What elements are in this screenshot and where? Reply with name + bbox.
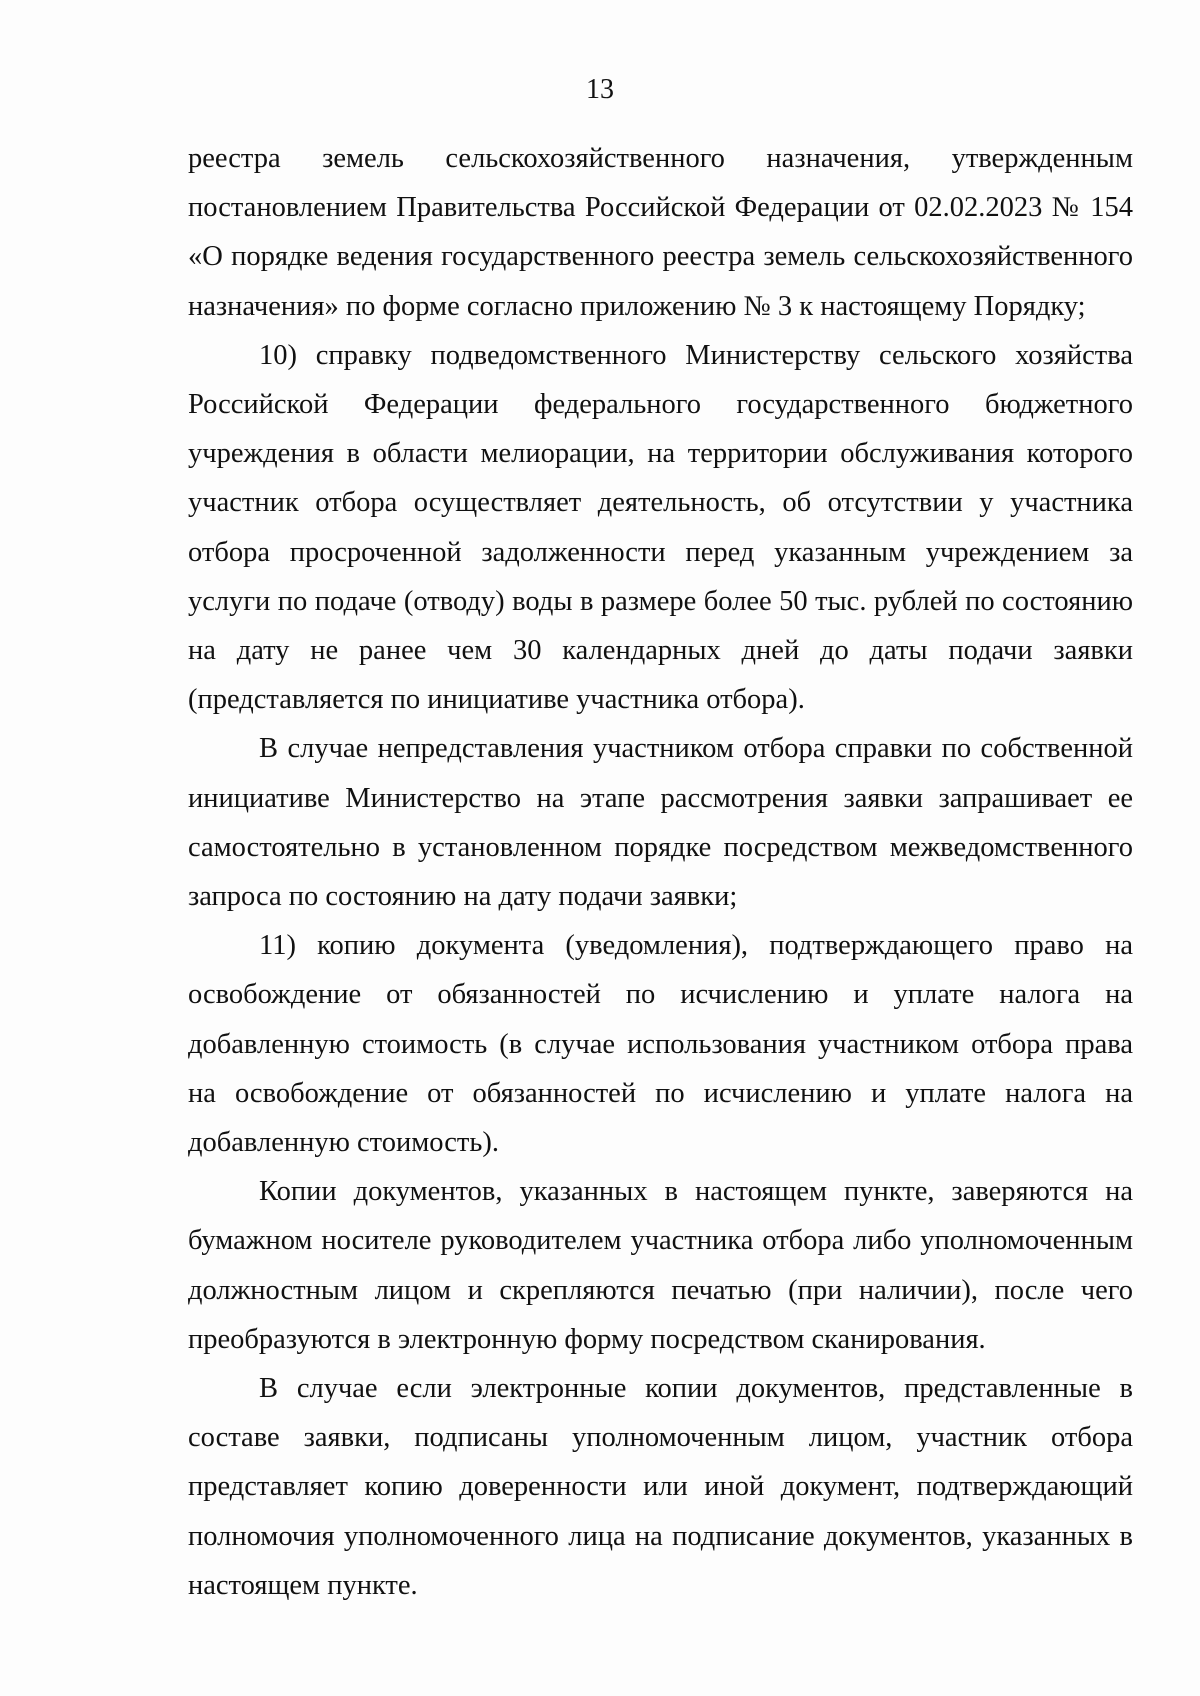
- document-body: [188, 134, 1133, 1610]
- paragraph-authorized-person: В случае если электронные копии документов, представленные в составе заявки, подписаны уполномоченным лицом, участник отбора представляет копию доверенности или иной документ, подтверждающий полномочия уполномоченного лица на подписание документов, указанных в настоящем пункте.: [188, 1373, 1133, 1601]
- paragraph-registry-continuation: реестра земель сельскохозяйственного назначения, утвержденным постановлением Правительства Российской Федерации от 02.02.2023 № 154 «О порядке ведения государственного реестра земель сельскохозяйственного назначения» по форме согласно приложению № 3 к настоящему Порядку;: [188, 143, 1133, 322]
- paragraph-copies-certification: Копии документов, указанных в настоящем пункте, заверяются на бумажном носителе руководителем участника отбора либо уполномоченным должностным лицом и скрепляются печатью (при наличии), после чего преобразуются в электронную форму посредством сканирования.: [188, 1176, 1133, 1355]
- paragraph-non-submission: В случае непредставления участником отбора справки по собственной инициативе Министерство на этапе рассмотрения заявки запрашивает ее самостоятельно в установленном порядке посредством межведомственного запроса по состоянию на дату подачи заявки;: [188, 733, 1133, 913]
- paragraph-item-11: 11) копию документа (уведомления), подтверждающего право на освобождение от обязанностей по исчислению и уплате налога на добавленную стоимость (в случае использования участником отбора права на освобождение от обязанностей по исчислению и уплате налога на добавленную стоимость).: [188, 930, 1133, 1159]
- page-number: 13: [586, 74, 614, 105]
- paragraph-item-10: 10) справку подведомственного Министерству сельского хозяйства Российской Федерации федерального государственного бюджетного учреждения в области мелиорации, на территории обслуживания которого участник отбора осуществляет деятельность, об отсутствии у участника отбора просроченной задолженности перед указанным учреждением за услуги по подаче (отводу) воды в размере более 50 тыс. рублей по состоянию на дату не ранее чем 30 календарных дней до даты подачи заявки (представляется по инициативе участника отбора).: [188, 339, 1133, 716]
